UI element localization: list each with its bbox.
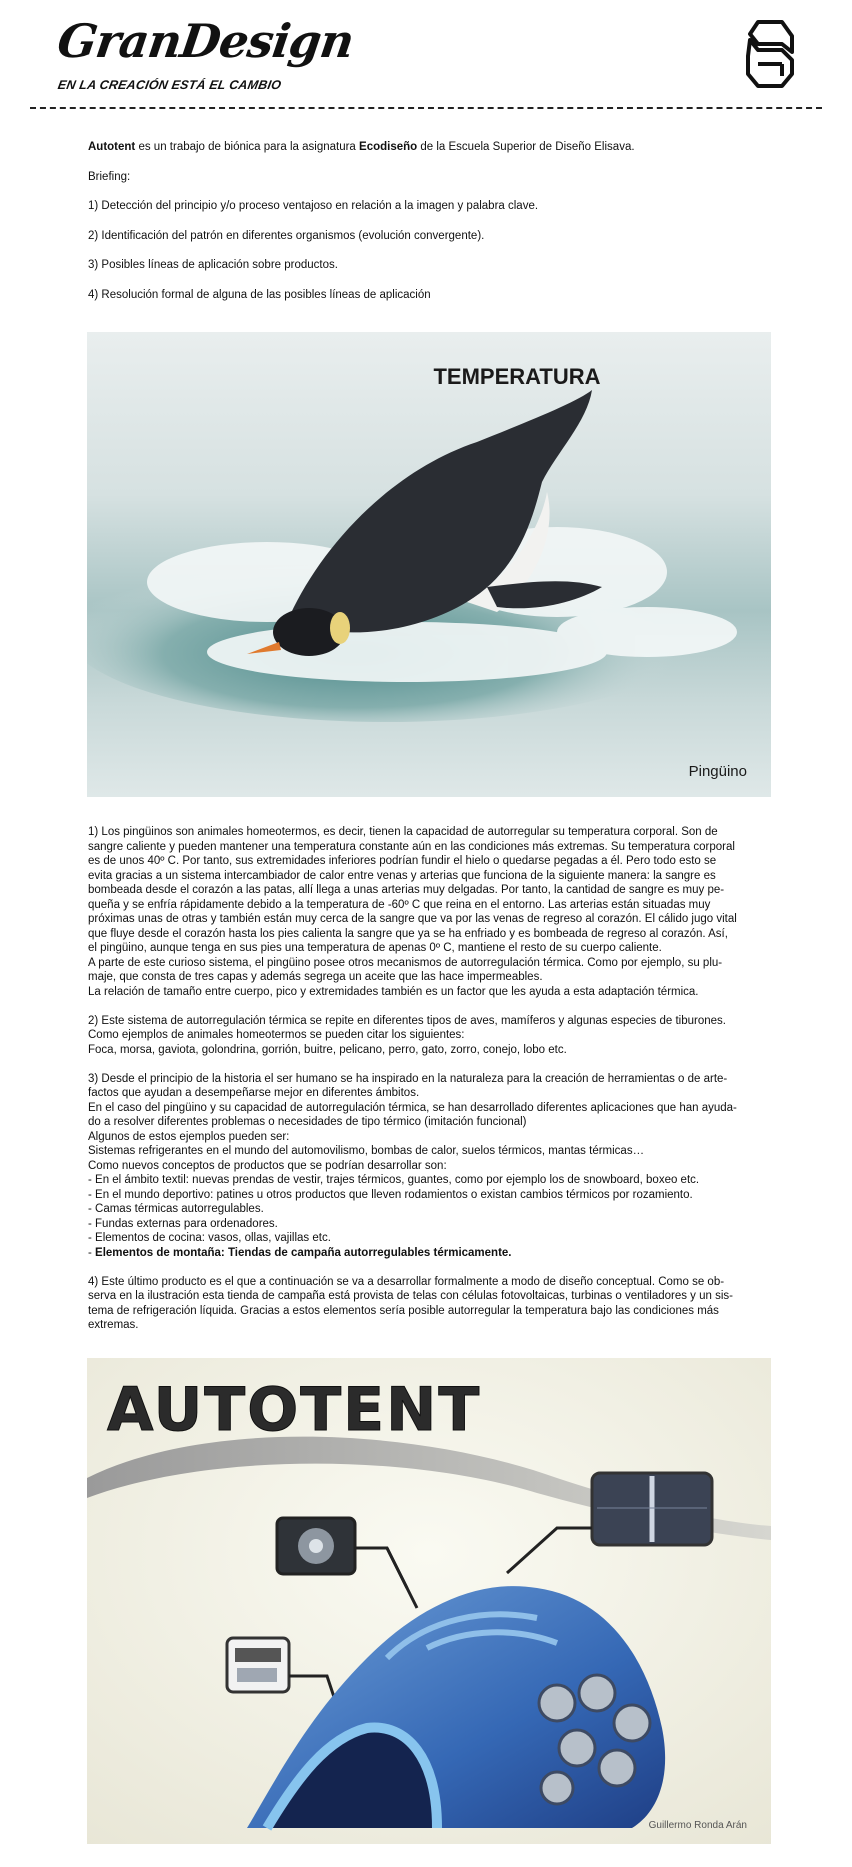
section-1 xyxy=(88,825,768,999)
text-line: sangre caliente y pueden mantener una temperatura constante aún en las condiciones más extremas. Su temperatura corporal xyxy=(88,840,735,853)
text-line: La relación de tamaño entre cuerpo, pico y extremidades también es un factor que les ayuda a esta adaptación térmica. xyxy=(88,985,699,998)
text-line: el pingüino, aunque tenga en sus pies una temperatura de apenas 0º C, mantiene el resto de su cuerpo caliente. xyxy=(88,942,662,954)
text-line: do a resolver diferentes problemas o necesidades de tipo térmico (imitación funcional) xyxy=(88,1116,527,1128)
ecodiseno-bold: Ecodiseño xyxy=(359,141,418,153)
text-line: Sistemas refrigerantes en el mundo del automovilismo, bombas de calor, suelos térmicos, mantas térmicas… xyxy=(88,1145,645,1157)
header-divider xyxy=(30,107,822,109)
temperatura-title: TEMPERATURA xyxy=(433,364,601,389)
text-line: - Camas térmicas autorregulables. xyxy=(88,1203,264,1215)
text-line: Como nuevos conceptos de productos que se podrían desarrollar son: xyxy=(88,1159,447,1172)
briefing-item: 4) Resolución formal de alguna de las posibles líneas de aplicación xyxy=(88,288,431,301)
section-2 xyxy=(88,1014,768,1058)
autotent-image xyxy=(87,1358,771,1844)
text-line: evita gracias a un sistema intercambiador de calor entre venas y arterias que funciona de la siguiente manera: la sangre es xyxy=(88,869,716,882)
intro-section xyxy=(88,140,768,317)
text-line: queña y se enfría rápidamente debido a la temperatura de -60º C que reina en el entorno. Las arterias están situadas muy xyxy=(88,898,711,911)
text-line: tema de refrigeración líquida. Gracias a estos elementos sería posible autorregular la temperatura bajo las condiciones más xyxy=(88,1304,719,1317)
text-line: próximas unas de otras y también están muy cerca de la sangre que va por las venas de regreso al corazón. El cálido jugo vital xyxy=(88,913,737,925)
text-line: En el caso del pingüino y su capacidad de autorregulación térmica, se han desarrollado diferentes aplicaciones que han ayuda- xyxy=(88,1101,737,1114)
page-header xyxy=(0,0,852,110)
text-line: 3) Desde el principio de la historia el ser humano se ha inspirado en la naturaleza para la creación de herramientas o de arte- xyxy=(88,1072,728,1085)
text-line: Algunos de estos ejemplos pueden ser: xyxy=(88,1130,290,1143)
text-line: maje, que consta de tres capas y además segrega un aceite que las hace impermeables. xyxy=(88,971,543,983)
text-line: 1) Los pingüinos son animales homeotermos, es decir, tienen la capacidad de autorregular su temperatura corporal. Son de xyxy=(88,826,718,838)
turbine-inset xyxy=(277,1518,355,1574)
text-line: Como ejemplos de animales homeotermos se pueden citar los siguientes: xyxy=(88,1029,465,1041)
briefing-item: 3) Posibles líneas de aplicación sobre productos. xyxy=(88,259,338,271)
text-line: - Fundas externas para ordenadores. xyxy=(88,1217,278,1230)
pinguino-caption: Pingüino xyxy=(688,763,747,780)
intro-text-b: de la Escuela Superior de Diseño Elisava. xyxy=(417,141,635,153)
section-3 xyxy=(88,1072,768,1261)
solar-panel-inset xyxy=(592,1473,712,1545)
mountain-elements-bold: Elementos de montaña: Tiendas de campaña autorregulables térmicamente. xyxy=(95,1246,512,1259)
author-credit: Guillermo Ronda Arán xyxy=(648,1820,747,1831)
text-line: Foca, morsa, gaviota, golondrina, gorrión, buitre, pelicano, perro, gato, zorro, conejo, lobo etc. xyxy=(88,1043,567,1056)
briefing-item: 1) Detección del principio y/o proceso ventajoso en relación a la imagen y palabra clave. xyxy=(88,200,539,212)
briefing-label: Briefing: xyxy=(88,170,131,183)
autotent-logo-title: AUTOTENT xyxy=(107,1375,482,1445)
section-4 xyxy=(88,1275,768,1333)
intro-text-a: es un trabajo de biónica para la asignatura xyxy=(135,141,360,153)
text-line: 2) Este sistema de autorregulación térmica se repite en diferentes tipos de aves, mamíferos y algunas especies de tiburones. xyxy=(88,1014,726,1027)
penguin-image xyxy=(87,332,771,797)
text-line: bombeada desde el corazón a las patas, allí llega a unas arterias muy delgadas. Por tanto, la cantidad de sangre es muy pe- xyxy=(88,884,725,896)
g-monogram-icon[interactable] xyxy=(744,18,796,90)
text-line: - En el ámbito textil: nuevas prendas de vestir, trajes térmicos, guantes, como por ejemplo los de snowboard, boxeo etc. xyxy=(88,1174,700,1186)
text-line: que fluye desde el corazón hasta los pies calienta la sangre que ya se ha enfriado y es bombeada de regreso al corazón. Así, xyxy=(88,927,728,940)
briefing-item: 2) Identificación del patrón en diferentes organismos (evolución convergente). xyxy=(88,229,485,242)
text-line: A parte de este curioso sistema, el pingüino posee otros mecanismos de autorregulación térmica. Como por ejemplo, su plu- xyxy=(88,956,723,969)
penguin-illustration xyxy=(87,332,771,797)
bullet-prefix: - xyxy=(88,1246,96,1259)
brand-logo[interactable]: GranDesign xyxy=(54,14,357,68)
text-line: factos que ayudan a desempeñarse mejor en diferentes ámbitos. xyxy=(88,1087,420,1099)
text-line: - En el mundo deportivo: patines u otros productos que lleven rodamientos o existan cambios térmicos por rozamiento. xyxy=(88,1188,693,1201)
text-line: serva en la ilustración esta tienda de campaña está provista de telas con células fotovoltaicas, turbinas o ventiladores y un sis- xyxy=(88,1290,733,1302)
text-line: 4) Este último producto es el que a continuación se va a desarrollar formalmente a modo de diseño conceptual. Como se ob- xyxy=(88,1275,725,1288)
body-text xyxy=(88,825,768,1347)
autotent-bold: Autotent xyxy=(88,141,136,153)
text-line: - Elementos de cocina: vasos, ollas, vajillas etc. xyxy=(88,1232,331,1244)
intro-paragraph xyxy=(88,140,768,155)
autotent-illustration xyxy=(87,1358,771,1844)
text-line: extremas. xyxy=(88,1319,139,1331)
cooling-system-inset xyxy=(227,1638,289,1692)
text-line-bold xyxy=(88,1246,768,1261)
brand-tagline: EN LA CREACIÓN ESTÁ EL CAMBIO xyxy=(56,78,283,92)
text-line: es de unos 40º C. Por tanto, sus extremidades inferiores podrían fundir el hielo o quedarse pegadas a él. Pero todo esto se xyxy=(88,855,717,867)
